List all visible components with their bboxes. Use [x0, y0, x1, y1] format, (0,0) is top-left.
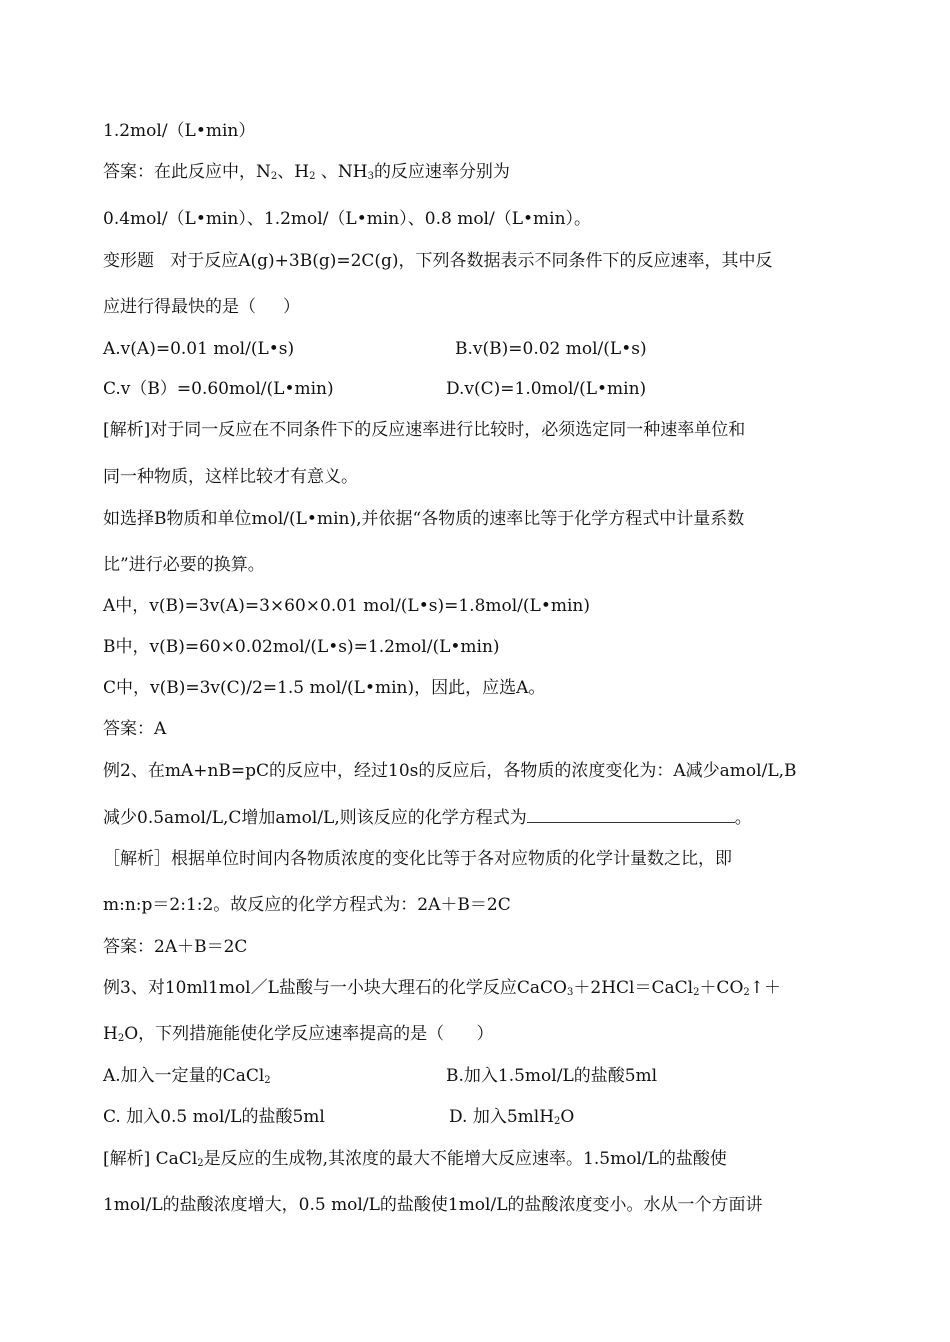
- text-segment: D. 加入5mlH: [449, 1107, 555, 1127]
- subscript: 3: [367, 171, 374, 182]
- text-segment: ＋2HCl＝CaCl: [573, 978, 694, 998]
- analysis-line: ［解析］根据单位时间内各物质浓度的变化比等于各对应物质的化学计量数之比，即: [103, 849, 732, 869]
- calc-line: C中，v(B)=3v(C)/2=1.5 mol/(L•min)，因此，应选A。: [103, 678, 546, 698]
- answer-line: [103, 161, 510, 188]
- text-segment: ↑＋: [749, 978, 782, 998]
- option-a: A.v(A)=0.01 mol/(L•s): [103, 339, 295, 359]
- analysis-line: 比”进行必要的换算。: [103, 555, 265, 575]
- option-c: C.v（B）=0.60mol/(L•min): [103, 379, 334, 399]
- analysis-line: 1mol/L的盐酸浓度增大，0.5 mol/L的盐酸使1mol/L的盐酸浓度变小。水从一个方面讲: [103, 1195, 763, 1215]
- subscript: 2: [270, 171, 278, 182]
- text-segment: 例3、对10ml1mol／L盐酸与一小块大理石的化学反应CaCO: [103, 978, 567, 998]
- question-line: 应进行得最快的是（ ）: [103, 297, 301, 317]
- subscript: 2: [554, 1116, 561, 1127]
- subscript: 2: [117, 1033, 125, 1044]
- question-line: [103, 1023, 494, 1050]
- analysis-line: m:n:p＝2:1:2。故反应的化学方程式为：2A＋B＝2C: [103, 895, 511, 915]
- option-b: B.加入1.5mol/L的盐酸5ml: [446, 1066, 658, 1086]
- analysis-line: 如选择B物质和单位mol/(L•min),并依据“各物质的速率比等于化学方程式中计量系数: [103, 509, 745, 529]
- option-d: D.v(C)=1.0mol/(L•min): [446, 379, 647, 399]
- question-line: 变形题 对于反应A(g)+3B(g)=2C(g)，下列各数据表示不同条件下的反应速率，其中反: [103, 251, 773, 271]
- subscript: 2: [309, 171, 316, 182]
- text-segment: A.加入一定量的CaCl: [103, 1066, 265, 1086]
- text-segment: 。: [734, 808, 752, 828]
- answer-blank: [527, 806, 735, 823]
- option-d: [449, 1106, 574, 1133]
- question-line: [103, 977, 781, 1004]
- calc-line: B中，v(B)=60×0.02mol/(L•s)=1.2mol/(L•min): [103, 637, 500, 657]
- text-segment: O，下列措施能使化学反应速率提高的是（ ）: [124, 1024, 494, 1044]
- text-segment: 、H: [277, 162, 310, 182]
- text-segment: 的反应速率分别为: [373, 162, 510, 182]
- option-c: C. 加入0.5 mol/L的盐酸5ml: [103, 1107, 325, 1127]
- text-segment: 减少0.5amol/L,C增加amol/L,则该反应的化学方程式为: [103, 808, 527, 828]
- answer-line: 答案：2A＋B＝2C: [103, 937, 248, 957]
- calc-line: A中，v(B)=3v(A)=3×60×0.01 mol/(L•s)=1.8mol/(L•min): [103, 596, 590, 616]
- analysis-line: [103, 1148, 727, 1175]
- text-segment: ＋CO: [699, 978, 744, 998]
- subscript: 2: [197, 1158, 204, 1169]
- text-segment: 、NH: [315, 162, 368, 182]
- text-segment: 答案：在此反应中，N: [103, 162, 271, 182]
- text-line: 1.2mol/（L•min）: [103, 121, 256, 141]
- text-line: 0.4mol/（L•min）、1.2mol/（L•min）、0.8 mol/（L•min）。: [103, 209, 592, 229]
- text-segment: [解析] CaCl: [103, 1149, 198, 1169]
- question-line: [103, 806, 752, 829]
- answer-line: 答案：A: [103, 719, 167, 739]
- analysis-line: [解析]对于同一反应在不同条件下的反应速率进行比较时，必须选定同一种速率单位和: [103, 420, 746, 440]
- subscript: 2: [264, 1075, 271, 1086]
- subscript: 3: [567, 987, 574, 998]
- option-a: [103, 1065, 271, 1092]
- option-b: B.v(B)=0.02 mol/(L•s): [455, 339, 647, 359]
- text-segment: H: [103, 1024, 118, 1044]
- text-segment: 是反应的生成物,其浓度的最大不能增大反应速率。1.5mol/L的盐酸使: [203, 1149, 727, 1169]
- analysis-line: 同一种物质，这样比较才有意义。: [103, 467, 358, 487]
- subscript: 2: [693, 987, 700, 998]
- question-line: 例2、在mA+nB=pC的反应中，经过10s的反应后，各物质的浓度变化为：A减少amol/L,B: [103, 761, 797, 781]
- subscript: 2: [743, 987, 750, 998]
- text-segment: O: [560, 1107, 575, 1127]
